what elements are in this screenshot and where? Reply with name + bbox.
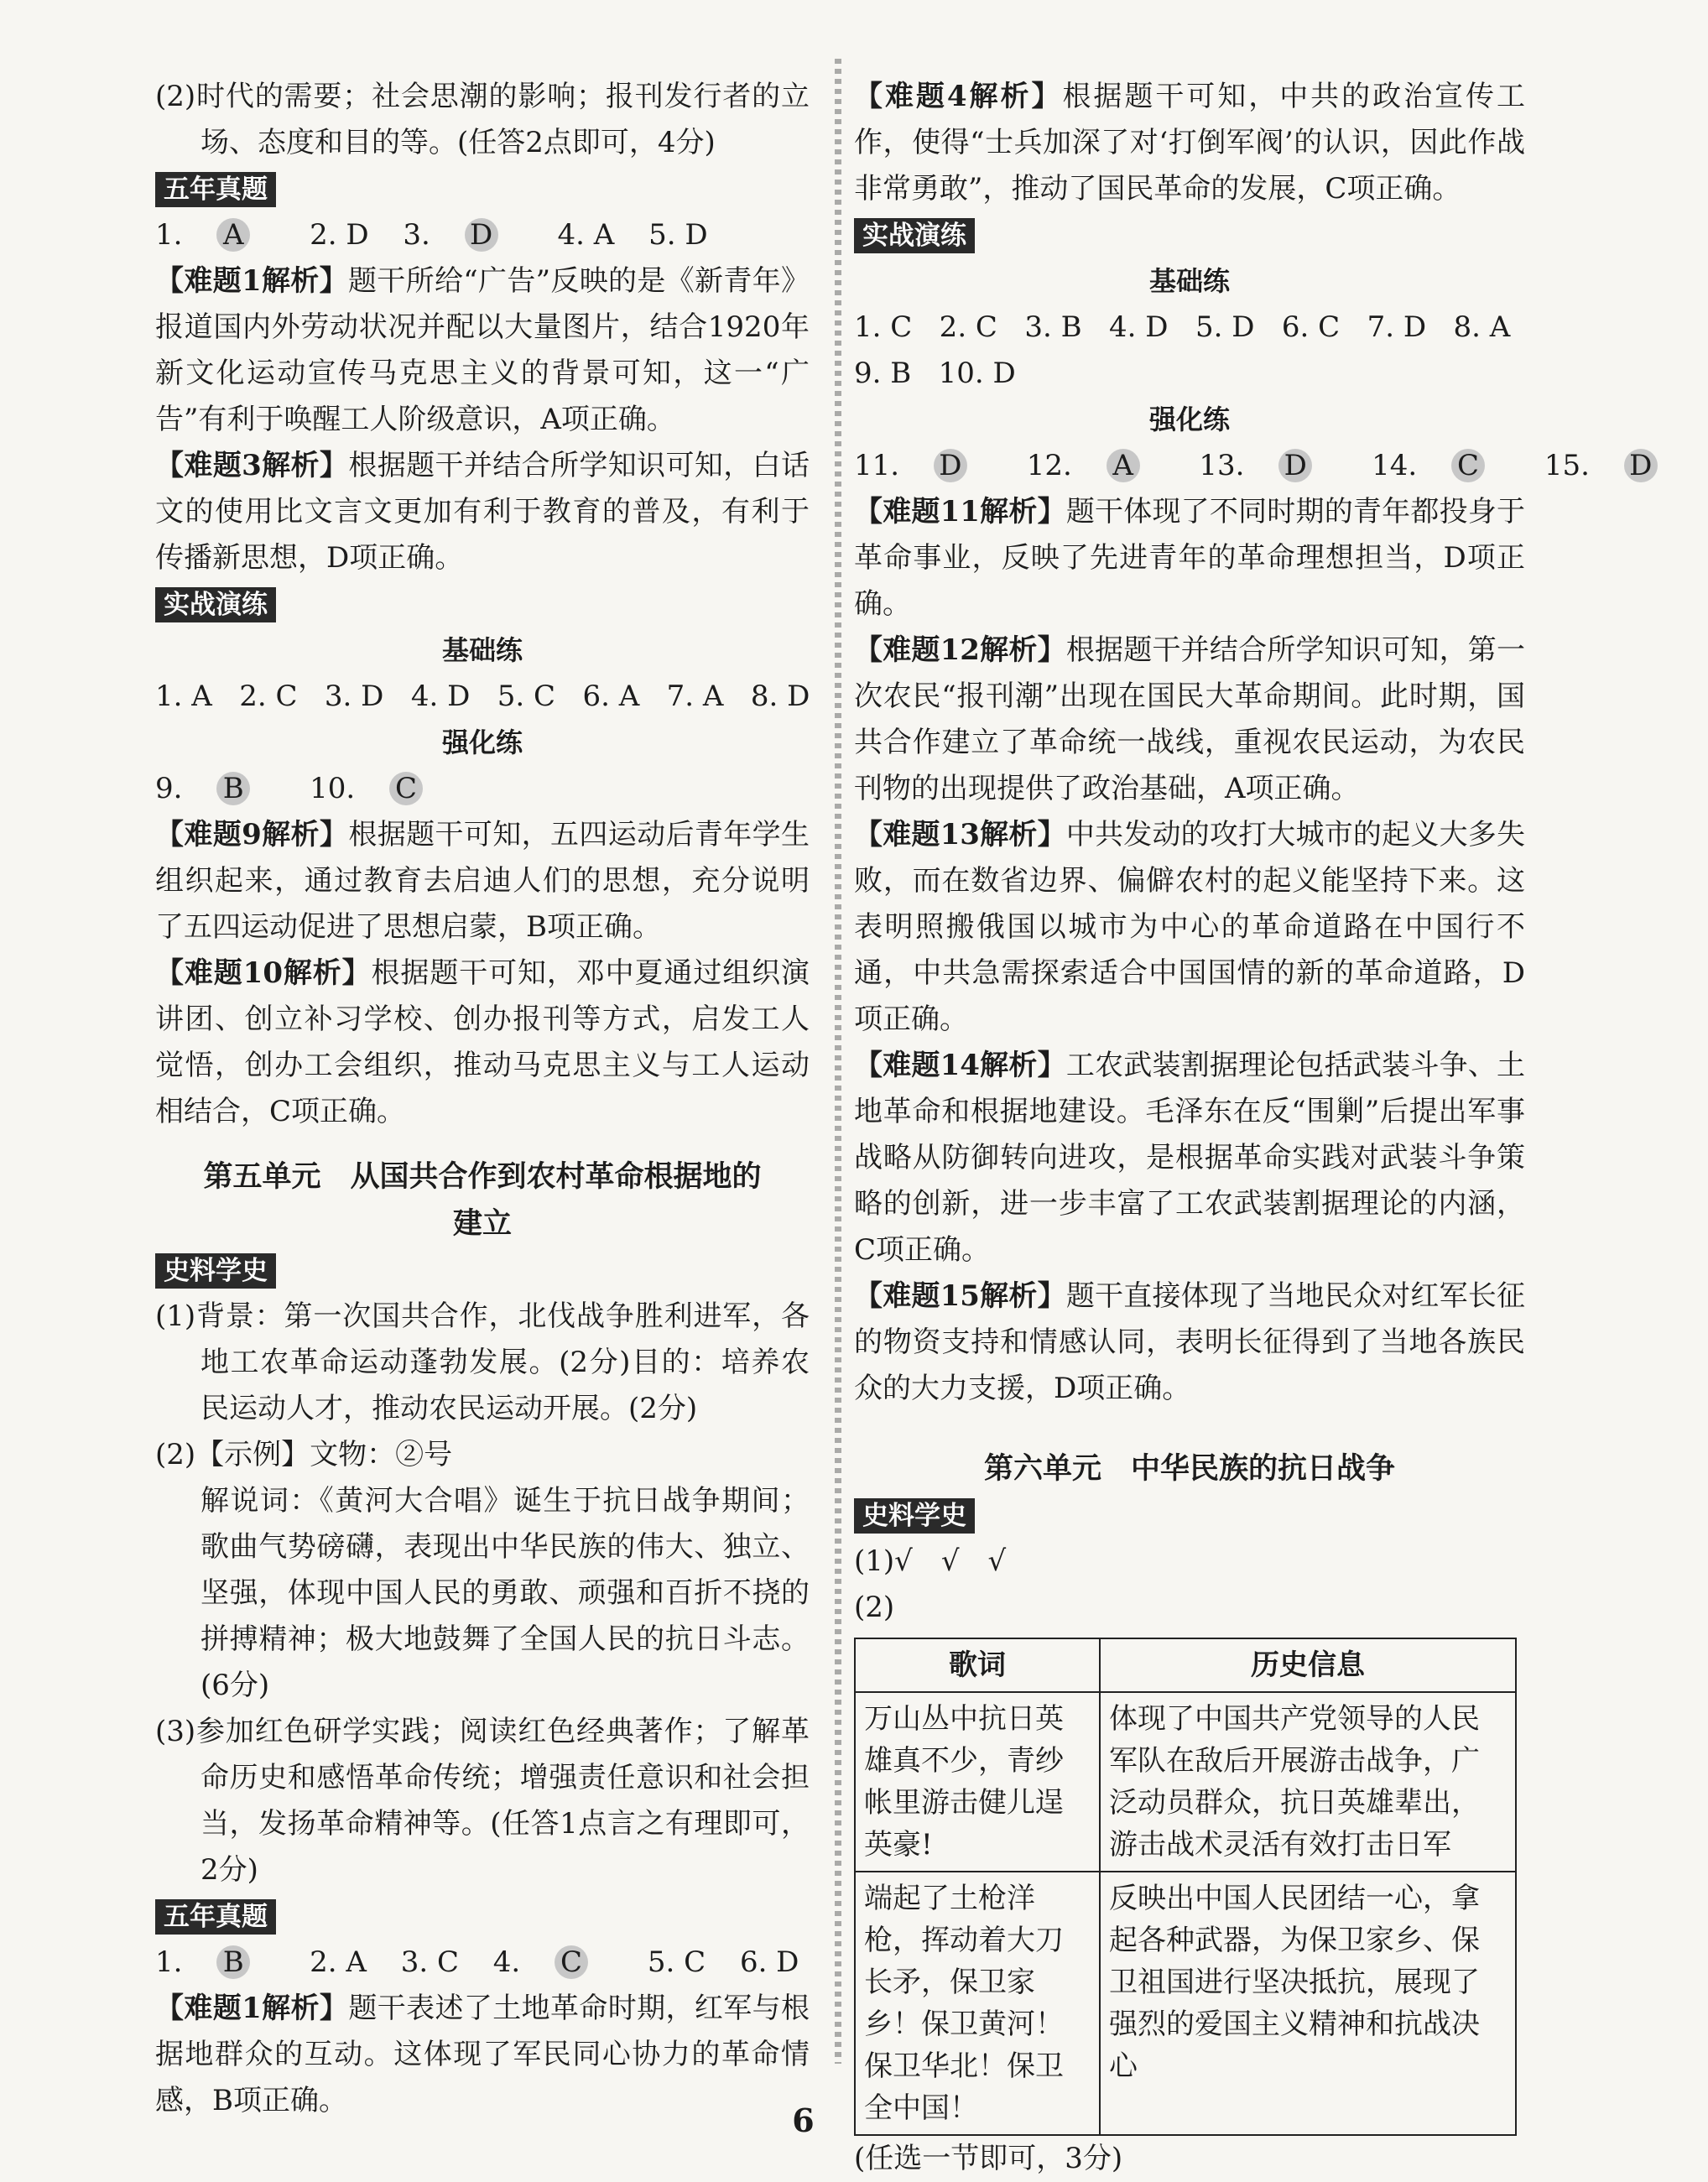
- table-cell-history: 反映出中国人民团结一心，拿起各种武器，为保卫家乡、保卫祖国进行坚决抵抗，展现了强烈的爱国主义精神和抗战决心: [1100, 1872, 1516, 2135]
- advanced-answers-right: 11. D 12. A 13. D 14. C 15. D: [854, 443, 1525, 489]
- highlighted-answer: A: [1107, 449, 1140, 482]
- analysis-1b: 【难题1解析】题干表述了土地革命时期，红军与根据地群众的互动。这体现了军民同心协力的革命情感，B项正确。: [155, 1992, 810, 2117]
- table-row: [855, 1872, 1516, 2135]
- material-q2-right: (2): [854, 1591, 895, 1624]
- analysis-1: 【难题1解析】题干所给“广告”反映的是《新青年》报道国内外劳动状况并配以大量图片，结合1920年新文化运动宣传马克思主义的背景可知，这一“广告”有利于唤醒工人阶级意识，A项正确。: [155, 264, 810, 436]
- material-q2: (2)【示例】文物：②号: [155, 1438, 453, 1471]
- section-tag-history-materials-right: 史料学史: [854, 1498, 975, 1534]
- highlighted-answer: A: [216, 218, 250, 252]
- unit-6-title: 第六单元 中华民族的抗日战争: [983, 1452, 1395, 1486]
- section-tag-five-year: 五年真题: [155, 172, 276, 207]
- basic-answers-1: 1. C 2. C 3. B 4. D 5. D 6. C 7. D 8. A: [854, 310, 1511, 344]
- material-q1: (1)背景：第一次国共合作，北伐战争胜利进军，各地工农革命运动蓬勃发展。(2分)目的：培养农民运动人才，推动农民运动开展。(2分): [155, 1299, 810, 1425]
- basic-practice-title: 基础练: [441, 634, 523, 666]
- analysis-10: 【难题10解析】根据题干可知，邓中夏通过组织演讲团、创立补习学校、创办报刊等方式，启发工人觉悟，创办工会组织，推动马克思主义与工人运动相结合，C项正确。: [155, 956, 810, 1128]
- analysis-12: 【难题12解析】根据题干并结合所学知识可知，第一次农民“报刊潮”出现在国民大革命期间。此时期，国共合作建立了革命统一战线，重视农民运动，为农民刊物的出现提供了政治基础，A项正确。: [854, 633, 1525, 805]
- left-column: [155, 74, 810, 2124]
- advanced-practice-title-right: 强化练: [1148, 404, 1230, 435]
- answer-line: 1. A 2. D 3. D 4. A 5. D: [155, 218, 708, 252]
- section-tag-practice-right: 实战演练: [854, 218, 975, 253]
- highlighted-answer: C: [1451, 449, 1485, 482]
- column-divider: [835, 59, 841, 2064]
- highlighted-answer: C: [389, 772, 423, 805]
- highlighted-answer: D: [1624, 449, 1658, 482]
- material-q2-commentary: 解说词：《黄河大合唱》诞生于抗日战争期间；歌曲气势磅礴，表现出中华民族的伟大、独立、坚强，体现中国人民的勇敢、顽强和百折不挠的拼搏精神；极大地鼓舞了全国人民的抗日斗志。(6分): [200, 1484, 810, 1702]
- basic-answers-2: 9. B 10. D: [854, 357, 1016, 390]
- analysis-4: 【难题4解析】根据题干可知，中共的政治宣传工作，使得“士兵加深了对‘打倒军阀’的认识，因此作战非常勇敢”，推动了国民革命的发展，C项正确。: [854, 80, 1525, 206]
- highlighted-answer: B: [216, 1945, 250, 1979]
- table-cell-lyrics: 万山丛中抗日英雄真不少，青纱帐里游击健儿逞英豪!: [855, 1692, 1100, 1872]
- page-number: 6: [792, 2101, 815, 2139]
- material-q3: (3)参加红色研学实践；阅读红色经典著作；了解革命历史和感悟革命传统；增强责任意识和社会担当，发扬革命精神等。(任答1点言之有理即可，2分): [155, 1715, 810, 1887]
- advanced-answers: 9. B 10. C: [155, 766, 810, 812]
- section-tag-practice: 实战演练: [155, 587, 276, 622]
- section-tag-five-year-2: 五年真题: [155, 1899, 276, 1935]
- analysis-15: 【难题15解析】题干直接体现了当地民众对红军长征的物资支持和情感认同，表明长征得到了当地各族民众的大力支援，D项正确。: [854, 1279, 1525, 1405]
- highlighted-answer: D: [934, 449, 967, 482]
- answer-line-2: 1. B 2. A 3. C 4. C 5. C 6. D: [155, 1945, 799, 1979]
- highlighted-answer: B: [216, 772, 250, 805]
- table-cell-lyrics: 端起了土枪洋枪，挥动着大刀长矛，保卫家乡！保卫黄河！保卫华北！保卫全中国！: [855, 1872, 1100, 2135]
- table-cell-history: 体现了中国共产党领导的人民军队在敌后开展游击战争，广泛动员群众，抗日英雄辈出，游击战术灵活有效打击日军: [1100, 1692, 1516, 1872]
- table-row: [855, 1692, 1516, 1872]
- unit-5-title: 第五单元 从国共合作到农村革命根据地的 建立: [203, 1160, 762, 1241]
- basic-answers: 1. A 2. C 3. D 4. D 5. C 6. A 7. A 8. D: [155, 680, 810, 713]
- analysis-14: 【难题14解析】工农武装割据理论包括武装斗争、土地革命和根据地建设。毛泽东在反“围剿”后提出军事战略从防御转向进攻，是根据革命实践对武装斗争策略的创新，进一步丰富了工农武装割据理论的内涵，C项正确。: [854, 1049, 1525, 1267]
- highlighted-answer: C: [555, 1945, 588, 1979]
- material-q1-right: (1)√ √ √: [854, 1544, 1007, 1578]
- table-header-history: 历史信息: [1100, 1638, 1516, 1692]
- right-column: [854, 74, 1653, 2182]
- analysis-11: 【难题11解析】题干体现了不同时期的青年都投身于革命事业，反映了先进青年的革命理想担当，D项正确。: [854, 495, 1525, 621]
- analysis-3: 【难题3解析】根据题干并结合所学知识可知，白话文的使用比文言文更加有利于教育的普及，有利于传播新思想，D项正确。: [155, 449, 810, 575]
- highlighted-answer: D: [465, 218, 498, 252]
- table-header-row: [855, 1638, 1516, 1692]
- answer-q2: (2)时代的需要；社会思潮的影响；报刊发行者的立场、态度和目的等。(任答2点即可，4分): [155, 80, 810, 159]
- table-note: (任选一节即可，3分): [854, 2142, 1123, 2175]
- advanced-practice-title: 强化练: [441, 726, 523, 758]
- highlighted-answer: D: [1278, 449, 1312, 482]
- section-tag-history-materials: 史料学史: [155, 1253, 276, 1289]
- analysis-13: 【难题13解析】中共发动的攻打大城市的起义大多失败，而在数省边界、偏僻农村的起义能坚持下来。这表明照搬俄国以城市为中心的革命道路在中国行不通，中共急需探索适合中国国情的新的革命道路，D项正确。: [854, 818, 1525, 1036]
- table-header-lyrics: 歌词: [855, 1638, 1100, 1692]
- analysis-9: 【难题9解析】根据题干可知，五四运动后青年学生组织起来，通过教育去启迪人们的思想，充分说明了五四运动促进了思想启蒙，B项正确。: [155, 818, 810, 944]
- lyrics-table: [854, 1638, 1517, 2136]
- basic-practice-title-right: 基础练: [1148, 265, 1230, 297]
